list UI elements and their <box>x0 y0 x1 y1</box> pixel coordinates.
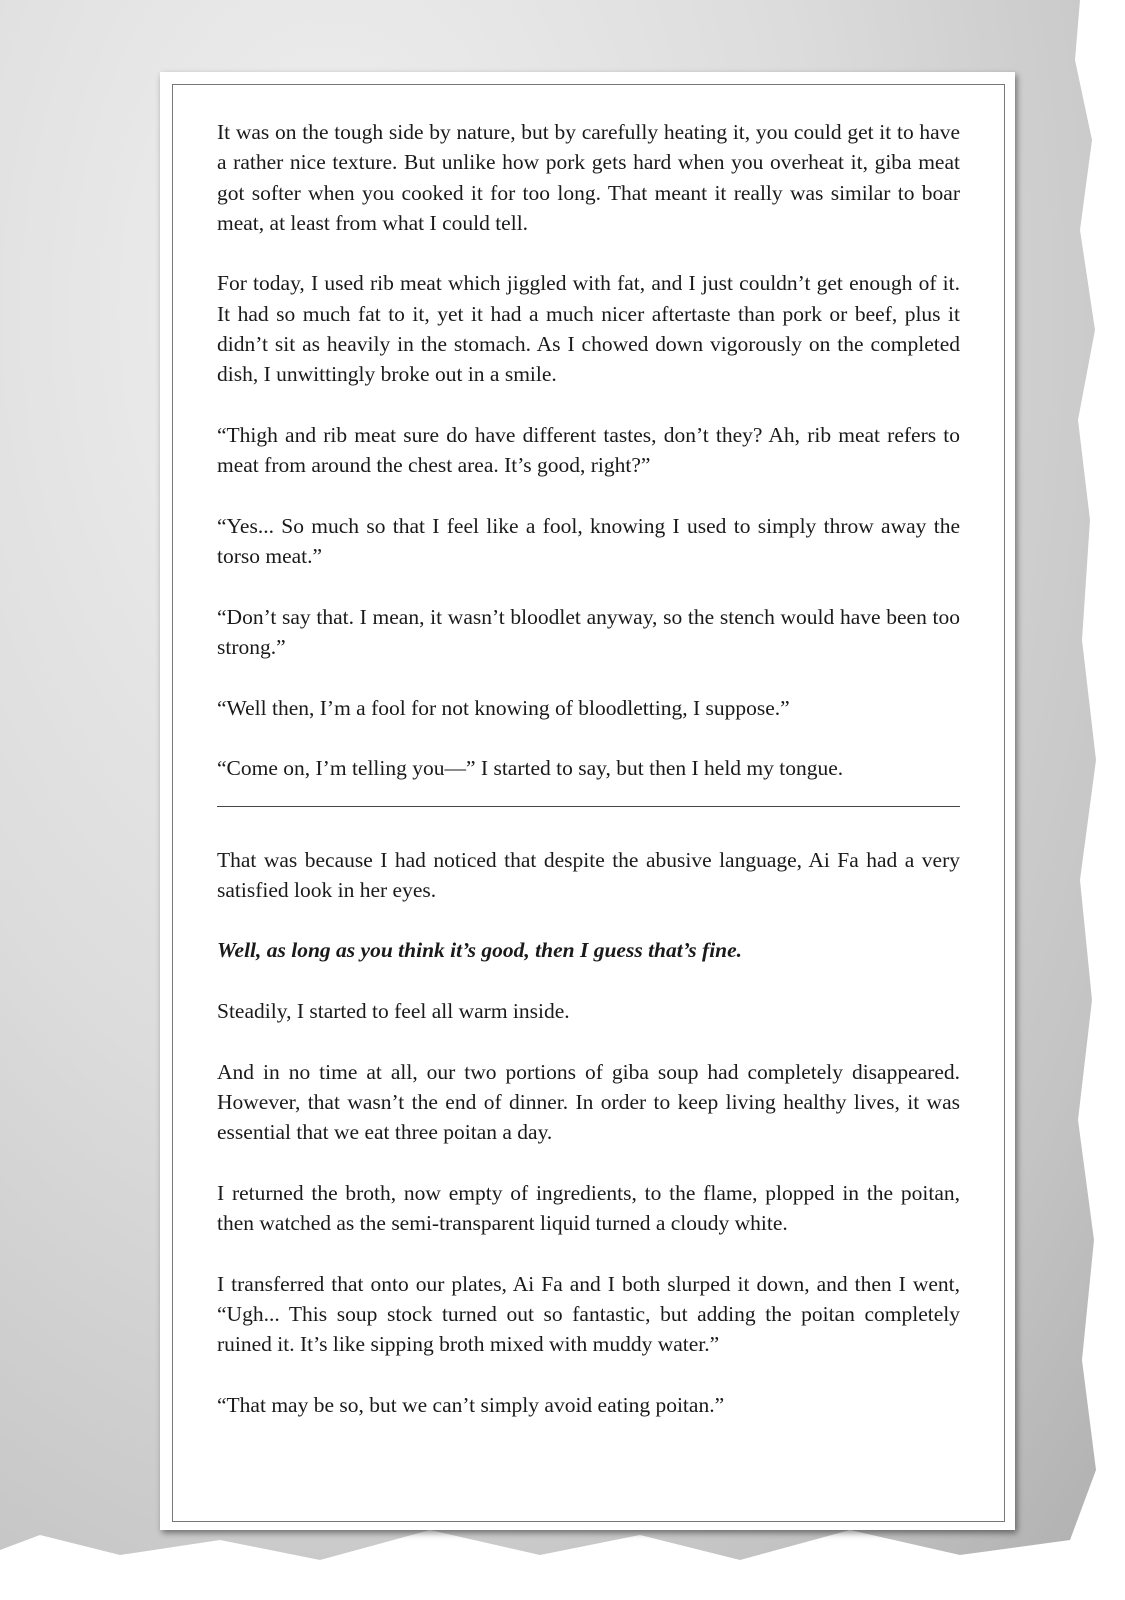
paragraph: That was because I had noticed that despite the abusive language, Ai Fa had a very satisfied look in her eyes. <box>217 847 960 902</box>
paragraph: “Well then, I’m a fool for not knowing of bloodletting, I suppose.” <box>217 695 790 720</box>
paragraph: For today, I used rib meat which jiggled with fat, and I just couldn’t get enough of it. It had so much fat to it, yet it had a much nicer aftertaste than pork or beef, plus it didn’t sit as heavily in the stomach. As I chowed down vigorously on the completed dish, I unwittingly broke out in a smile. <box>217 271 960 387</box>
paragraph: “Don’t say that. I mean, it wasn’t bloodlet anyway, so the stench would have been too strong.” <box>217 604 960 660</box>
paragraph: And in no time at all, our two portions of giba soup had completely disappeared. However, that wasn’t the end of dinner. In order to keep living healthy lives, it was essential that we eat three poitan a day. <box>217 1059 960 1145</box>
paragraph: I transferred that onto our plates, Ai Fa and I both slurped it down, and then I went, “Ugh... This soup stock turned out so fantastic, but adding the poitan completely ruined it. It’s like sipping broth mixed with muddy water.” <box>217 1271 960 1357</box>
paragraph: “That may be so, but we can’t simply avoid eating poitan.” <box>217 1392 725 1417</box>
paragraph: “Thigh and rib meat sure do have different tastes, don’t they? Ah, rib meat refers to meat from around the chest area. It’s good, right?” <box>217 422 960 478</box>
paragraph: “Yes... So much so that I feel like a fool, knowing I used to simply throw away the torso meat.” <box>217 513 960 569</box>
paragraph: Steadily, I started to feel all warm inside. <box>217 999 570 1024</box>
paragraph: It was on the tough side by nature, but by carefully heating it, you could get it to have a rather nice texture. But unlike how pork gets hard when you overheat it, giba meat got softer when you cooked it for too long. That meant it really was similar to boar meat, at least from what I could tell. <box>217 120 960 235</box>
paragraph: I returned the broth, now empty of ingredients, to the flame, plopped in the poitan, then watched as the semi-transparent liquid turned a cloudy white. <box>217 1180 960 1236</box>
italic-thought: Well, as long as you think it’s good, then I guess that’s fine. <box>217 938 743 963</box>
paragraph: “Come on, I’m telling you—” I started to say, but then I held my tongue. <box>217 756 844 781</box>
section-divider <box>217 806 960 807</box>
page-text <box>217 117 960 1450</box>
